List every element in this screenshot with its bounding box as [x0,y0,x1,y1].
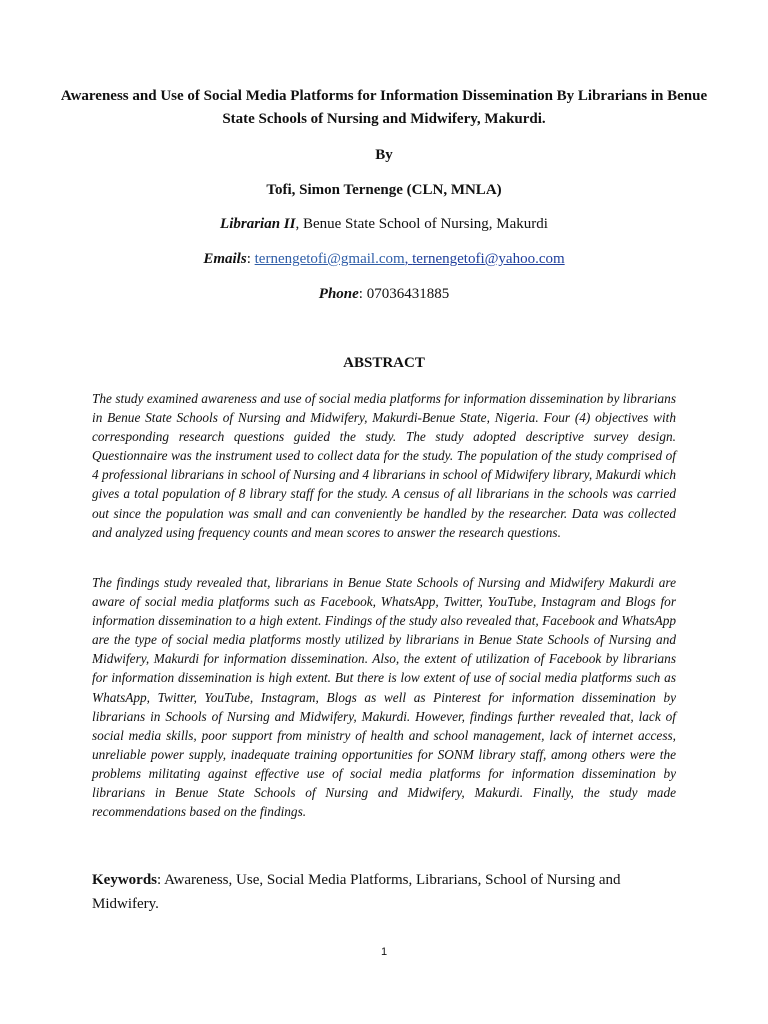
author-name: Tofi, Simon Ternenge (CLN, MNLA) [266,182,502,198]
abstract-paragraph-1: The study examined awareness and use of social media platforms for information dissemination by librarians in Benue State Schools of Nursing and Midwifery, Makurdi-Benue State, Nigeria. Four (4) objectives with corresponding research questions guided the study. The study adopted descriptive survey design. Questionnaire was the instrument used to collect data for the study. The population of the study comprised of 4 professional librarians in school of Nursing and 4 librarians in school of Midwifery library, Makurdi which gives a total population of 8 library staff for the study. A census of all librarians in the schools was carried out since the population was small and can conveniently be handled by the researcher. Data was collected and analyzed using frequency counts and mean scores to answer the research questions. [92,391,676,540]
emails-colon: : [246,251,255,267]
keywords-line [92,868,676,916]
phone-number: : 07036431885 [358,286,450,302]
affiliation-role: Librarian II [220,216,296,232]
phone-label: Phone [318,286,359,302]
affiliation-text: , Benue State School of Nursing, Makurdi [295,216,548,232]
keywords-text: : Awareness, Use, Social Media Platforms, Librarians, School of Nursing and Midwifery. [92,872,621,912]
emails-separator: , [404,251,413,267]
emails-line [60,249,708,269]
author-affiliation [60,214,708,234]
keywords-label: Keywords [92,872,157,888]
paper-title: Awareness and Use of Social Media Platforms for Information Dissemination By Librarians in Benue State Schools of Nursing and Midwifery, Makurdi. [60,88,708,127]
abstract-paragraph-2: The findings study revealed that, librarians in Benue State Schools of Nursing and Midwifery Makurdi are aware of social media platforms such as Facebook, WhatsApp, Twitter, YouTube, Instagram and Blogs for information dissemination to a high extent. Findings of the study also revealed that, Facebook and WhatsApp are the type of social media platforms mostly utilized by librarians in Benue State Schools of Nursing and Midwifery, Makurdi for information dissemination. Also, the extent of utilization of Facebook by librarians for information dissemination is high extent. But there is low extent of use of social media platforms such as WhatsApp, Twitter, YouTube, Instagram, Blogs as well as Pinterest for information dissemination by librarians in Schools of Nursing and Midwifery, Makurdi. However, findings further revealed that, lack of social media skills, poor support from ministry of health and school management, lack of internet access, unreliable power supply, inadequate training opportunities for SONM library staff, among others were the problems militating against effective use of social media platforms for information dissemination by librarians in Benue State Schools of Nursing and Midwifery, Makurdi. Finally, the study made recommendations based on the findings. [92,575,676,820]
email-link-yahoo[interactable]: ternengetofi@yahoo.com [412,251,565,267]
page-number: 1 [380,946,388,958]
email-link-gmail[interactable]: ternengetofi@gmail.com [254,251,405,267]
emails-label: Emails [203,251,247,267]
abstract-heading: ABSTRACT [343,355,425,371]
phone-line [60,284,708,304]
by-line: By [375,147,393,163]
